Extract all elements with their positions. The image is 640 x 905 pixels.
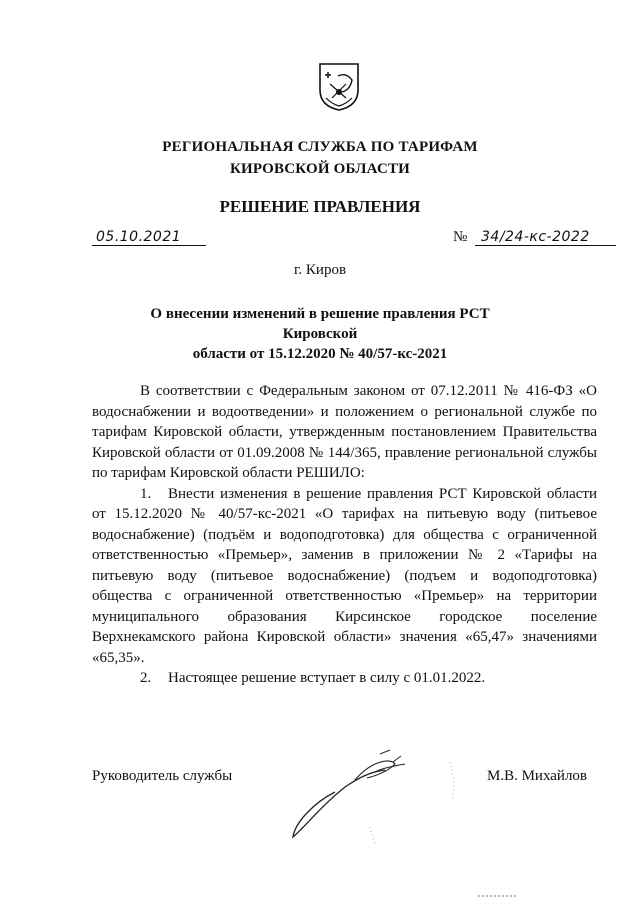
org-name-line1: РЕГИОНАЛЬНАЯ СЛУЖБА ПО ТАРИФАМ [162,139,478,155]
number-label: № [453,229,468,245]
decision-date: 05.10.2021 [92,229,206,246]
list-item [92,668,597,689]
kirov-coat-of-arms-icon [318,62,360,112]
item-number: 1. [140,485,152,502]
intro-paragraph: В соответствии с Федеральным законом от 07.12.2011 № 416-ФЗ «О водоснабжении и водоотведении» и положением о региональной службе по тарифам Кировской области, утвержденным постановлением Правительства Кировской области от 01.09.2008 № 144/365, правление региональной службы по тарифам Кировской области РЕШИЛО: [92,383,597,481]
subject-line2: области от 15.12.2020 № 40/57-кс-2021 [192,346,448,362]
subject-line1: О внесении изменений в решение правления РСТ Кировской [150,306,490,342]
handwritten-signature [275,742,485,852]
page-mark [478,893,518,899]
signatory-position: Руководитель службы [92,768,233,784]
org-name-line2: КИРОВСКОЙ ОБЛАСТИ [229,161,411,177]
item-text: Внести изменения в решение правления РСТ Кировской области от 15.12.2020 № 40/57-кс-2021 «О тарифах на питьевую воду (питьевое водоснабжение) (подъём и водоподготовка) для общества с ограниченной ответственностью «Премьер», заменив в приложении № 2 «Тарифы на питьевую воду (питьевое водоснабжение) (подъем и водоподготовка) общества с ограниченной ответственностью «Премьер» на территории муниципального образования Кирсинское городское поселение Верхнекамского района Кировской области» значения «65,47» значениями «65,35». [92,485,597,666]
decision-number: 34/24-кс-2022 [475,229,616,246]
item-number: 2. [140,670,152,686]
signatory-name: М.В. Михайлов [487,768,588,784]
decision-body [92,381,597,689]
item-text: Настоящее решение вступает в силу с 01.01.2022. [168,670,486,686]
document-type-title: РЕШЕНИЕ ПРАВЛЕНИЯ [219,197,421,216]
decision-subject [120,304,520,364]
list-item [92,484,597,669]
city: г. Киров [293,262,347,278]
